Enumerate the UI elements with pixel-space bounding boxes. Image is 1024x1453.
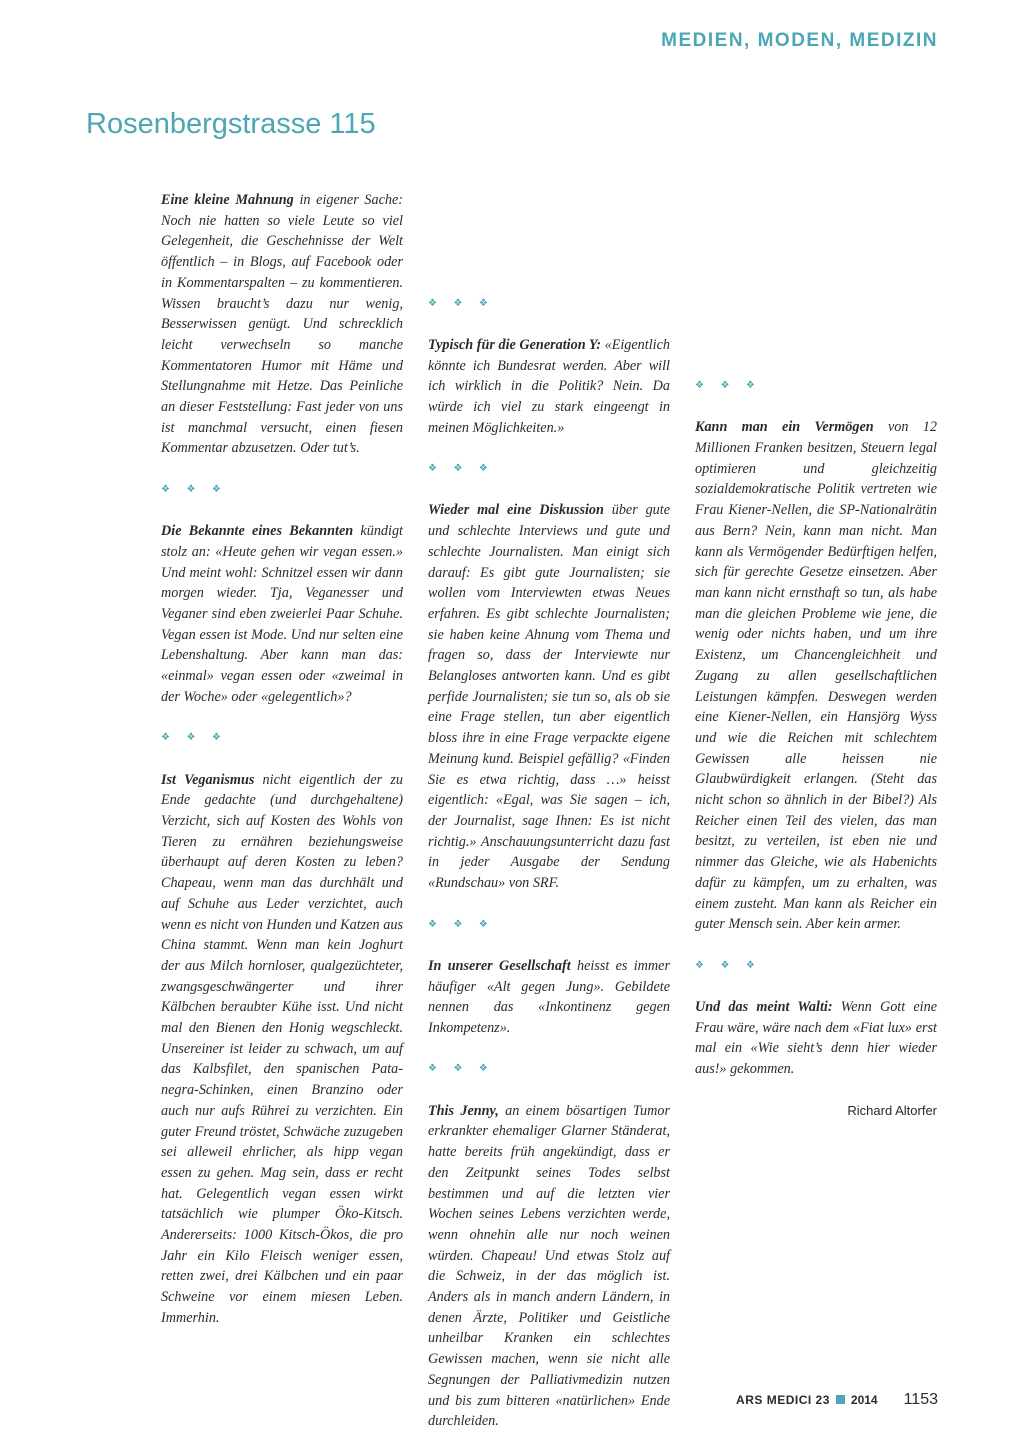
square-icon [836, 1395, 845, 1404]
paragraph-lead: This Jenny, [428, 1102, 499, 1119]
paragraph-text: heisst es immer häufiger «Alt gegen Jung». Gebildete nennen das «Inkontinenz gegen Inkompetenz». [428, 957, 670, 1036]
separator-ornament: ❖ ❖ ❖ [695, 959, 762, 971]
paragraph-text: «Eigentlich könnte ich Bundesrat werden. Aber will ich wirklich in die Politik? Nein. Da würde ich viel zu stark eingeengt in meinen Möglichkeiten.» [428, 336, 670, 436]
paragraph-text: von 12 Millionen Franken besitzen, Steuern legal optimieren und gleichzeitig sozialdemokratische Politik vertreten wie Frau Kiener-Nellen, die SP-Nationalrätin aus Bern? Nein, kann man nicht. Man kann als Vermögender Bedürftigen helfen, sich für gerechte Gesetze einsetzen. Aber man kann nicht ernsthaft so tun, als habe man die gleichen Probleme wie jene, die wenig oder nichts haben, und um ihre Existenz, um Chancengleichheit und Zugang zu allen gesellschaftlichen Leistungen kämpfen. Deswegen werden eine Kiener-Nellen, ein Hansjörg Wyss und wie die Reichen mit schlechtem Gewissen alle heissen nie Glaubwürdigkeit erlangen. (Steht das nicht schon so ähnlich in der Bibel?) Als Reicher einen Teil des vielen, das man besitzt, zu verteilen, ist eben nie und nimmer das Gleiche, wie als Habenichts dafür zu kämpfen, um zu erhalten, was einem zusteht. Man kann als Reicher ein guter Mensch sein. Aber kein armer. [695, 419, 937, 933]
paragraph-text: in eigener Sache: Noch nie hatten so viele Leute so viel Gelegenheit, die Geschehnisse der Welt öffentlich – in Blogs, auf Facebook oder in Kommentarspalten – zu kommentieren. Wissen braucht’s dazu nur wenig, Besserwissen genügt. Und schrecklich leicht verwechseln so manche Kommentatoren Humor mit Häme und Stellungnahme mit Hetze. Das Peinliche an dieser Feststellung: Fast jeder von uns ist manchmal versucht, einen fiesen Kommentar abzusetzen. Oder tut’s. [161, 192, 403, 457]
paragraph [428, 335, 670, 439]
text-column-3 [695, 190, 937, 1121]
paragraph-lead: Typisch für die Generation Y: [428, 336, 602, 353]
paragraph [428, 1101, 670, 1432]
page-number: 1153 [903, 1391, 938, 1408]
paragraph [161, 521, 403, 707]
paragraph-text: an einem bösartigen Tumor erkrankter ehemaliger Glarner Ständerat, hatte bereits früh angekündigt, dass er den Zeitpunkt seines Todes selbst bestimmen und auf die letzten vier Wochen seines Lebens verzichten werde, wenn ohnehin alle nur noch weinen würden. Chapeau! Und etwas Stolz auf die Schweiz, in der das möglich ist. Anders als in manch andern Ländern, in denen Ärzte, Politiker und Geistliche unheilbar Kranken ein schlechtes Gewissen machen, wenn sie nicht alle Segnungen der Palliativmedizin nutzen und bis zum bitteren «natürlichen» Ende durchleiden. [428, 1102, 670, 1430]
article-title: Rosenbergstrasse 115 [86, 108, 376, 140]
paragraph [695, 997, 937, 1080]
paragraph-lead: Und das meint Walti: [695, 999, 833, 1016]
paragraph [161, 190, 403, 459]
paragraph-lead: Die Bekannte eines Bekannten [161, 523, 354, 540]
paragraph-lead: Wieder mal eine Diskussion [428, 502, 604, 519]
paragraph-lead: Eine kleine Mahnung [161, 192, 294, 208]
issue-year: 2014 [850, 1393, 878, 1407]
journal-name: ARS MEDICI 23 [736, 1393, 830, 1407]
section-header: MEDIEN, MODEN, MEDIZIN [661, 30, 938, 51]
paragraph [161, 770, 403, 1329]
paragraph [428, 500, 670, 893]
paragraph [428, 956, 670, 1039]
separator-ornament: ❖ ❖ ❖ [428, 1063, 495, 1075]
separator-ornament: ❖ ❖ ❖ [161, 732, 228, 744]
separator-ornament: ❖ ❖ ❖ [428, 918, 495, 930]
paragraph-lead: In unserer Gesellschaft [428, 957, 571, 974]
separator-ornament: ❖ ❖ ❖ [695, 380, 762, 391]
separator-ornament: ❖ ❖ ❖ [428, 297, 495, 309]
paragraph-lead: Ist Veganismus [161, 771, 255, 788]
paragraph-lead: Kann man ein Vermögen [695, 419, 874, 436]
paragraph-text: nicht eigentlich der zu Ende gedachte (und durchgehaltene) Verzicht, sich auf Kosten des Wohls von Tieren zu ernähren beziehungsweise überhaupt auf deren Kosten zu leben? Chapeau, wenn man das durchhält und auf Schuhe aus Leder verzichtet, auch wenn es nicht von Hunden und Katzen aus China stammt. Wenn man kein Joghurt der aus Milch hornloser, qualgezüchteter, zwangsgeschwängerter und ihrer Kälbchen beraubter Kühe isst. Und nicht mal den Bienen den Honig wegschleckt. Unsereiner ist leider zu schwach, um auf das Kalbsfilet, den spanischen Pata-negra-Schinken, einen Branzino oder auch nur aufs Rührei zu verzichten. Ein guter Freund tröstet, Schwäche zuzugeben sei alleweil ehrlicher, als hipp vegan essen zu gehen. Mag sein, dass er recht hat. Gelegentlich vegan essen wirkt tatsächlich wie plumper Öko-Kitsch. Andererseits: 1000 Kitsch-Ökos, die pro Jahr ein Kilo Fleisch weniger essen, retten zwei, drei Kälbchen und ein paar Schweine vor einem miesen Leben. Immerhin. [161, 771, 403, 1326]
separator-ornament: ❖ ❖ ❖ [161, 483, 228, 495]
text-column-1 [161, 190, 403, 1349]
text-column-2 [428, 190, 670, 1453]
paragraph [695, 417, 937, 935]
paragraph-text: über gute und schlechte Interviews und gute und schlechte Journalisten. Man einigt sich darauf: Es gibt gute Journalisten; sie wollen vom Interviewten etwas Neues erfahren. Es gibt schlechte Journalisten; sie haben keine Ahnung vom Thema und fragen so, dass der Interviewte nur Belangloses antworten kann. Und es gibt perfide Journalisten; sie tun so, als ob sie eine Frage stellen, tun aber eigentlich bloss ihre in eine Frage verpackte eigene Meinung kund. Beispiel gefällig? «Finden Sie es etwa richtig, dass …» heisst eigentlich: «Egal, was Sie sagen – ich, der Journalist, sage Ihnen: Es ist nicht richtig.» Anschauungsunterricht dazu fast in jeder Ausgabe der Sendung «Rundschau» von SRF. [428, 502, 671, 892]
paragraph-text: Wenn Gott eine Frau wäre, wäre nach dem «Fiat lux» erst mal ein «Wie sieht’s denn hier wieder aus!» gekommen. [695, 999, 938, 1078]
author-name: Richard Altorfer [847, 1102, 937, 1118]
page-footer [736, 1391, 938, 1409]
separator-ornament: ❖ ❖ ❖ [428, 463, 495, 475]
paragraph-text: kündigt stolz an: «Heute gehen wir vegan essen.» Und meint wohl: Schnitzel essen wir dann morgen wieder. Tja, Veganesser und Veganer sind eben zweierlei Paar Schuhe. Vegan essen ist Mode. Und nur selten eine Lebenshaltung. Aber kann man das: «einmal» vegan essen oder «zweimal in der Woche» oder «gelegentlich»? [161, 523, 403, 705]
